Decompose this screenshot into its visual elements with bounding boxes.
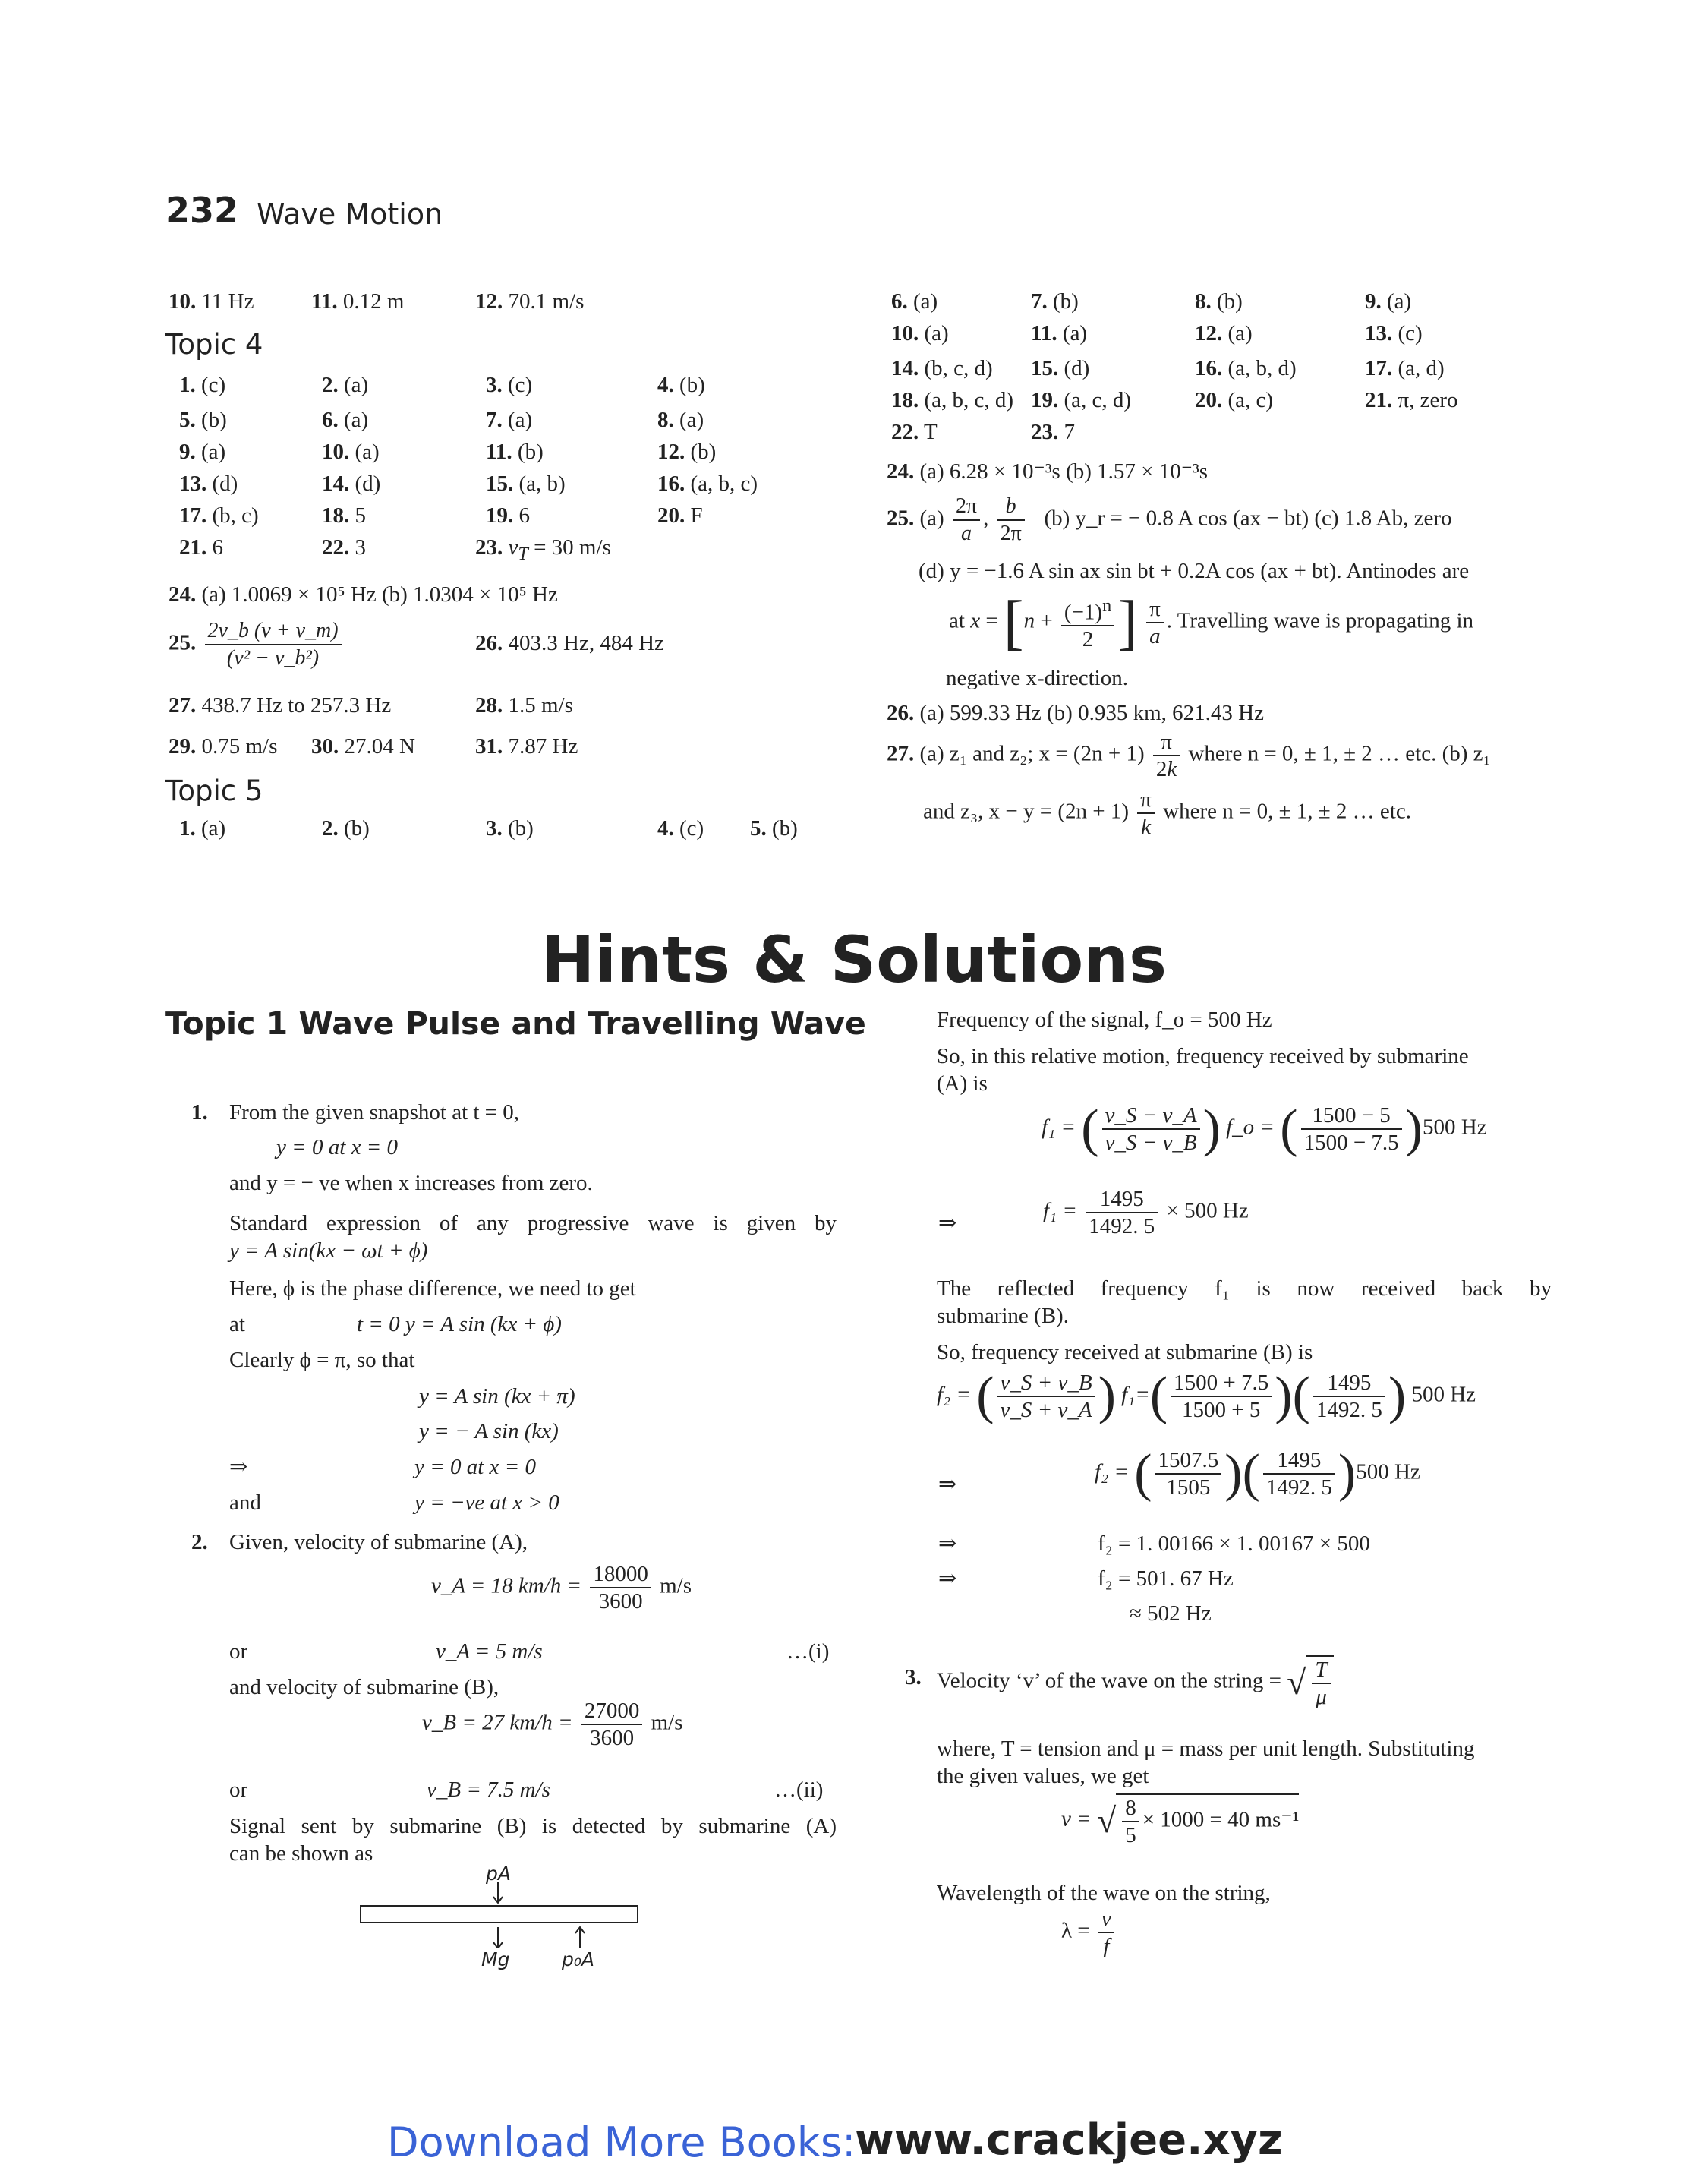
answer-item: 12. (b): [657, 440, 717, 464]
solution-eq: f₂ = ( $\frac{1507.5}{1505}$ )( $\frac{1495}{1492. 5}$ )500 Hz: [1095, 1444, 1420, 1503]
answer-31: 31. 7.87 Hz: [475, 734, 578, 759]
implies-arrow: ⇒: [938, 1211, 957, 1235]
answer-item: 5. (b): [750, 816, 798, 841]
solution-line: ≈ 502 Hz: [1130, 1601, 1212, 1626]
solution-eq: v_A = 18 km/h = $\frac{18000}{3600}$ m/s: [431, 1562, 692, 1614]
answer-item: 4. (c): [657, 816, 704, 841]
answer-item: 19. (a, c, d): [1031, 388, 1132, 412]
answer-item: 1. (a): [179, 816, 226, 841]
answer-item: 18. 5: [322, 503, 366, 528]
answer-r25-d: (d) y = −1.6 A sin ax sin bt + 0.2A cos (ax + bt). Antinodes are: [919, 559, 1470, 583]
implies-arrow: ⇒: [938, 1566, 957, 1591]
answer-29: 29. 0.75 m/s: [169, 734, 278, 759]
answer-r27: 27. (a) z₁ and z₂; x = (2n + 1) $\frac{\pi}{2k}$ where n = 0, ± 1, ± 2 … etc. (b) z₁: [887, 730, 1491, 781]
solution-eq: f₂ = ( $\frac{v\_S + v\_B}{v\_S + v\_A}$ ) f₁=( $\frac{1500 + 7.5}{1500 + 5}$ )( $\frac{1495}{1492. 5}$ ) 500 Hz: [937, 1367, 1476, 1425]
answer-item: 6. (a): [891, 289, 938, 314]
solution-line: Here, ϕ is the phase difference, we need to get: [229, 1276, 636, 1301]
solution-eq: λ = $\frac{v}{f}$: [1061, 1906, 1117, 1959]
solution-line: v_B = 7.5 m/s: [427, 1778, 550, 1802]
solution-line: can be shown as: [229, 1841, 373, 1866]
solution-line: or: [229, 1778, 248, 1802]
answer-item: 9. (a): [1365, 289, 1412, 314]
answer-item: 10. (a): [322, 440, 380, 464]
solution-line: t = 0 y = A sin (kx + ϕ): [357, 1312, 562, 1336]
answer-25: 25. $\frac{2v\_b (v + v\_m)}{\text{(v² − v\_b²)}}$: [169, 618, 345, 671]
solution-line: or: [229, 1639, 248, 1664]
solution-line: y = 0 at x = 0: [414, 1455, 536, 1479]
implies-arrow: ⇒: [229, 1455, 248, 1479]
topic1-heading: Topic 1 Wave Pulse and Travelling Wave: [165, 1005, 866, 1042]
answer-item: 10. (a): [891, 321, 949, 345]
solution-line: The reflected frequency f₁ is now received back by: [937, 1276, 1552, 1301]
chapter-title: Wave Motion: [257, 197, 443, 231]
solution-line: y = A sin (kx + π): [419, 1384, 575, 1409]
solution-line: Standard expression of any progressive wave is given by: [229, 1211, 837, 1235]
answer-item: 3. (c): [486, 373, 533, 397]
answer-r25: 25. (a) $\frac{2\pi}{a}$ , $\frac{b}{2\pi}$ (b) y_r = − 0.8 A cos (ax − bt) (c) 1.8 Ab, zero: [887, 494, 1452, 545]
solution-number: 1.: [191, 1100, 208, 1125]
solution-line: Given, velocity of submarine (A),: [229, 1530, 528, 1554]
hints-title: Hints & Solutions: [540, 923, 1168, 997]
topic5-heading: Topic 5: [165, 774, 263, 807]
answer-item: 17. (b, c): [179, 503, 259, 528]
answer-item: 8. (a): [657, 408, 704, 432]
answer-item: 18. (a, b, c, d): [891, 388, 1014, 412]
answer-item: 22. 3: [322, 535, 366, 560]
topic4-heading: Topic 4: [165, 328, 263, 361]
label-pA: pA: [486, 1863, 511, 1885]
solution-line: and: [229, 1491, 261, 1515]
solution-line: the given values, we get: [937, 1764, 1149, 1788]
solution-line: y = 0 at x = 0: [276, 1135, 398, 1159]
answer-item: 14. (d): [322, 472, 381, 496]
answer-item: 3. (b): [486, 816, 534, 841]
answer-item: 7. (a): [486, 408, 533, 432]
implies-arrow: ⇒: [938, 1532, 957, 1556]
answer-28: 28. 1.5 m/s: [475, 693, 573, 718]
answer-30: 30. 27.04 N: [311, 734, 415, 759]
solution-line: From the given snapshot at t = 0,: [229, 1100, 520, 1125]
solution-line: where, T = tension and μ = mass per unit length. Substituting: [937, 1737, 1475, 1761]
footer-label: Download More Books:: [387, 2118, 856, 2166]
answer-r26: 26. (a) 599.33 Hz (b) 0.935 km, 621.43 Hz: [887, 701, 1264, 725]
solution-line: and y = − ve when x increases from zero.: [229, 1171, 593, 1195]
solution-line: Clearly ϕ = π, so that: [229, 1348, 415, 1372]
answer-26: 26. 403.3 Hz, 484 Hz: [475, 631, 664, 655]
solution-eq: f₁ = $\frac{1495}{1492. 5}$ × 500 Hz: [1043, 1187, 1249, 1238]
solution-eq: Velocity ‘v’ of the wave on the string = √ $\frac{T}{\mu}$: [937, 1655, 1334, 1710]
solution-number: 3.: [905, 1665, 922, 1689]
answer-item: 13. (c): [1365, 321, 1423, 345]
answer-item: 20. F: [657, 503, 703, 528]
answer-item: 19. 6: [486, 503, 530, 528]
solution-line: y = − A sin (kx): [419, 1419, 559, 1443]
answer-item: 2. (a): [322, 373, 369, 397]
answer-item: 1. (c): [179, 373, 226, 397]
answer-item: 15. (a, b): [486, 472, 566, 496]
label-Mg: Mg: [481, 1948, 510, 1970]
answer-item: 12. (a): [1195, 321, 1253, 345]
answer-item: 5. (b): [179, 408, 227, 432]
solution-line: y = A sin(kx − ωt + ϕ): [229, 1238, 428, 1263]
answer-r24: 24. (a) 6.28 × 10⁻³s (b) 1.57 × 10⁻³s: [887, 459, 1209, 484]
solution-line: v_A = 5 m/s: [436, 1639, 543, 1664]
answer-item: 17. (a, d): [1365, 356, 1445, 380]
answer-item: 11. 0.12 m: [311, 289, 405, 314]
equation-label: …(ii): [774, 1778, 824, 1802]
page-number: 232: [165, 190, 239, 231]
solution-line: So, in this relative motion, frequency received by submarine: [937, 1044, 1469, 1068]
solution-line: submarine (B).: [937, 1304, 1069, 1328]
implies-arrow: ⇒: [938, 1472, 957, 1497]
answer-item: 10. 11 Hz: [169, 289, 254, 314]
solution-line: at: [229, 1312, 245, 1336]
answer-item: 6. (a): [322, 408, 369, 432]
answer-item: 15. (d): [1031, 356, 1090, 380]
answer-item: 7. (b): [1031, 289, 1079, 314]
solution-number: 2.: [191, 1530, 208, 1554]
answer-item: 9. (a): [179, 440, 226, 464]
solution-eq: v_B = 27 km/h = $\frac{27000}{3600}$ m/s: [422, 1699, 683, 1750]
equation-label: …(i): [786, 1639, 830, 1664]
answer-item: 8. (b): [1195, 289, 1243, 314]
solution-line: and velocity of submarine (B),: [229, 1675, 499, 1699]
answer-r25-d3: negative x-direction.: [946, 666, 1128, 690]
answer-24: 24. (a) 1.0069 × 10⁵ Hz (b) 1.0304 × 10⁵ Hz: [169, 582, 558, 607]
answer-r27-line2: and z₃, x − y = (2n + 1) $\frac{\pi}{k}$ where n = 0, ± 1, ± 2 … etc.: [923, 787, 1411, 839]
solution-line: Signal sent by submarine (B) is detected by submarine (A): [229, 1814, 837, 1838]
answer-item: 20. (a, c): [1195, 388, 1274, 412]
answer-item: 22. T: [891, 420, 938, 444]
solution-line: So, frequency received at submarine (B) is: [937, 1340, 1313, 1364]
answer-item: 13. (d): [179, 472, 238, 496]
answer-27: 27. 438.7 Hz to 257.3 Hz: [169, 693, 392, 718]
solution-line: (A) is: [937, 1071, 988, 1096]
diagram-svg: [357, 1880, 645, 1948]
answer-item: 11. (a): [1031, 321, 1088, 345]
solution-line: Frequency of the signal, f_o = 500 Hz: [937, 1008, 1272, 1032]
label-p0A: p₀A: [562, 1948, 594, 1970]
answer-item: 2. (b): [322, 816, 370, 841]
answer-item: 21. π, zero: [1365, 388, 1458, 412]
solution-line: f₂ = 1. 00166 × 1. 00167 × 500: [1098, 1532, 1370, 1556]
solution-line: Wavelength of the wave on the string,: [937, 1881, 1271, 1905]
answer-item: 23. $v_T = 30$ m/s: [475, 535, 611, 564]
answer-item: 12. 70.1 m/s: [475, 289, 585, 314]
answer-item: 21. 6: [179, 535, 223, 560]
answer-item: 16. (a, b, c): [657, 472, 758, 496]
answer-item: 11. (b): [486, 440, 544, 464]
answer-item: 4. (b): [657, 373, 705, 397]
solution-line: f₂ = 501. 67 Hz: [1098, 1566, 1234, 1591]
answer-item: 16. (a, b, d): [1195, 356, 1297, 380]
solution-eq: v = √ $\frac{8}{5}$ × 1000 = 40 ms⁻¹: [1061, 1793, 1299, 1848]
answer-item: 23. 7: [1031, 420, 1075, 444]
solution-line: y = −ve at x > 0: [414, 1491, 559, 1515]
slab-rect: [361, 1906, 638, 1923]
solution-eq: f₁ = ( $\frac{v\_S - v\_A}{v\_S - v\_B}$ ) f_o = ( $\frac{1500 - 5}{1500 - 7.5}$ )500 Hz: [1042, 1099, 1487, 1158]
answer-r25-antinodes: at x = [n + $\frac{(-1)^n}{2}$ ] $\frac{\pi}{a}$ . Travelling wave is propagating in: [949, 589, 1474, 656]
footer-url[interactable]: www.crackjee.xyz: [855, 2115, 1283, 2165]
answer-item: 14. (b, c, d): [891, 356, 993, 380]
